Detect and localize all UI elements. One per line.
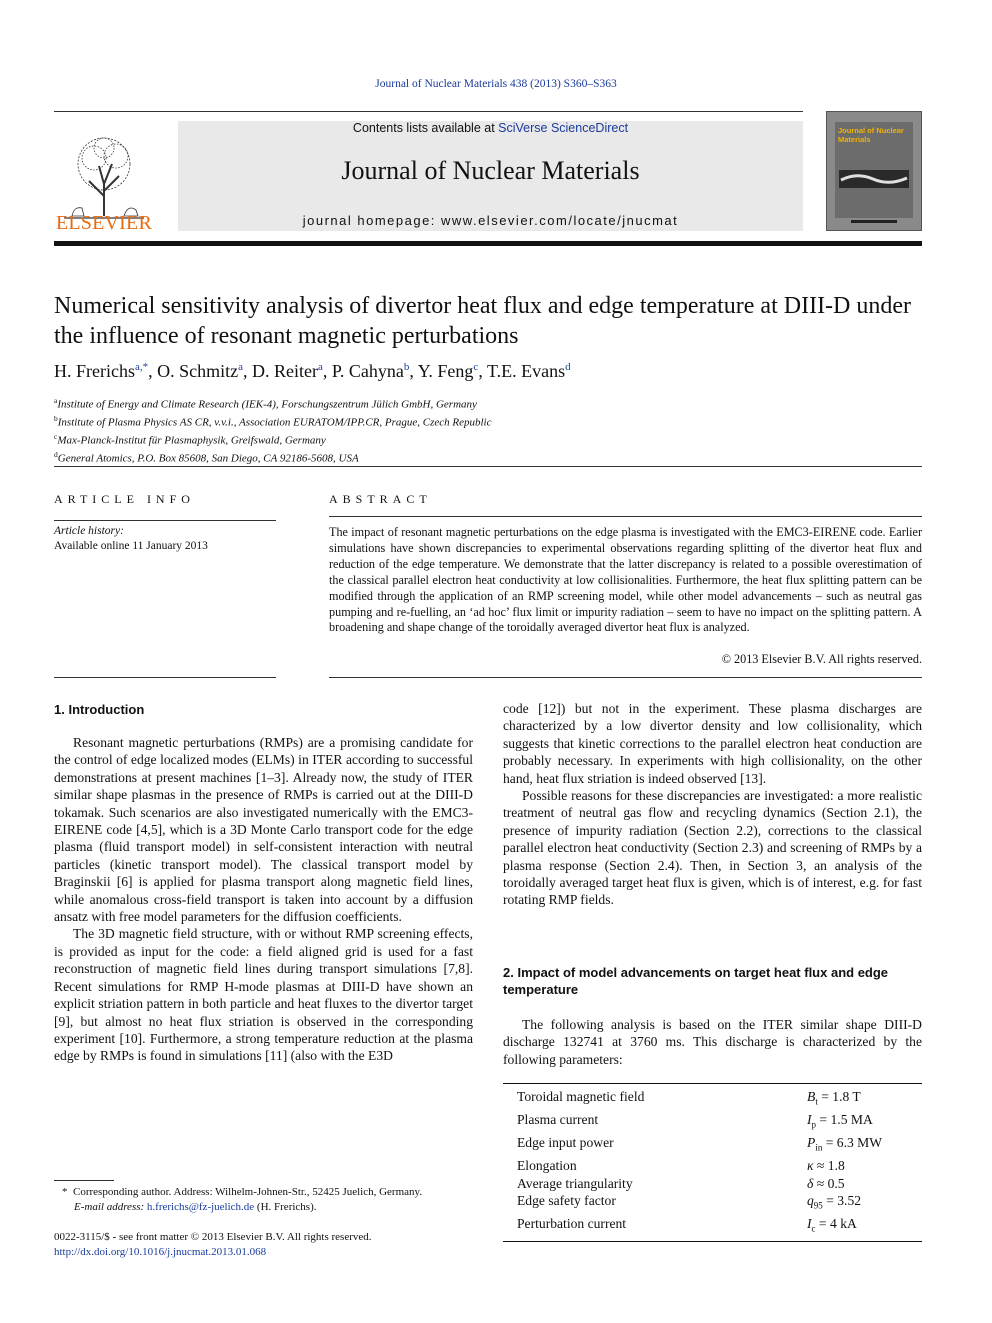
section-1-paragraph-3: code [12]) but not in the experiment. These plasma discharges are characterized by a low divertor density and low collisionality, which suggests that kinetic corrections to the parallel electron heat conduction are probably necessary. In experiments with high collisionality, on the other hand, heat flux striation is indeed observed [13].	[503, 701, 922, 786]
affiliation-divider	[54, 466, 922, 467]
cover-title: Journal of Nuclear Materials	[838, 126, 904, 144]
parameter-name: Edge safety factor	[517, 1193, 616, 1209]
article-history-label: Article history:	[54, 525, 124, 537]
contents-line: Contents lists available at SciVerse ScienceDirect	[352, 121, 629, 135]
section-2-heading: 2. Impact of model advancements on target heat flux and edge temperature	[503, 965, 889, 997]
discharge-parameters-table	[503, 1083, 922, 1242]
parameter-name: Plasma current	[517, 1112, 599, 1128]
author-email-link[interactable]: h.frerichs@fz-juelich.de	[146, 1201, 255, 1213]
section-1-paragraph-4: Possible reasons for these discrepancies are investigated: a more realistic treatment of neutral gas flow and recycling dynamics (Section 2.1), the presence of impurity radiation (Section 2.2), corrections to the classical parallel electron heat conductivity (Section 2.3) and screening of RMPs by a plasma response (Section 2.4). Then, in Section 3, an analysis of the toroidally averaged target heat flux is given, which is of interest, e.g. for fast rotating RMP fields.	[503, 788, 922, 908]
parameter-row	[503, 1157, 922, 1174]
author-name[interactable]: Y. Feng	[417, 361, 474, 381]
article-info-bottom-divider	[54, 677, 276, 678]
affiliation-marker: c	[54, 432, 58, 442]
footer-info	[54, 1230, 654, 1259]
journal-name: Journal of Nuclear Materials	[341, 156, 640, 185]
parameter-row	[503, 1175, 922, 1192]
journal-homepage[interactable]: journal homepage: www.elsevier.com/locate/jnucmat	[302, 213, 679, 228]
doi-link[interactable]: http://dx.doi.org/10.1016/j.jnucmat.2013.01.068	[54, 1245, 267, 1258]
journal-reference[interactable]: Journal of Nuclear Materials 438 (2013) S360–S363	[375, 78, 617, 90]
author-affiliation-marker[interactable]: a	[238, 361, 244, 373]
affiliation-text: General Atomics, P.O. Box 85608, San Diego, CA 92186-5608, USA	[57, 453, 359, 466]
abstract-heading: ABSTRACT	[329, 492, 432, 506]
issn-line: 0022-3115/$ - see front matter © 2013 Elsevier B.V. All rights reserved.	[54, 1231, 372, 1243]
parameter-name: Average triangularity	[517, 1175, 633, 1191]
author-affiliation-marker[interactable]: c	[473, 361, 479, 373]
author-affiliation-marker[interactable]: b	[403, 361, 410, 373]
parameter-row	[503, 1111, 922, 1134]
left-column-body	[54, 734, 473, 1065]
affiliation-marker: d	[54, 450, 58, 460]
parameter-value: $q_{95} = 3.52$	[807, 1193, 862, 1211]
parameter-row	[503, 1192, 922, 1215]
author-affiliation-marker[interactable]: a	[318, 361, 323, 373]
section-1-heading: 1. Introduction	[54, 702, 145, 717]
author-name[interactable]: O. Schmitz	[157, 361, 239, 381]
article-history	[54, 524, 276, 554]
parameter-value: $B_t = 1.8$ T	[807, 1089, 861, 1107]
top-divider	[54, 111, 803, 112]
affiliation-item	[54, 394, 922, 412]
email-label: E-mail address:	[74, 1201, 145, 1213]
parameter-value: κ ≈ 1.8	[807, 1158, 845, 1174]
parameter-name: Elongation	[517, 1158, 577, 1174]
section-2-paragraph-1: The following analysis is based on the ITER similar shape DIII-D discharge 132741 at 3760 ms. This discharge is characterized by the following parameters:	[503, 1017, 922, 1067]
email-suffix: (H. Frerichs).	[256, 1201, 317, 1213]
author-name[interactable]: D. Reiter	[252, 361, 318, 381]
author-list: H. Frerichs$^{a,*}$, O. Schmitz$^a$, D. Reiter$^a$, P. Cahyna$^b$, Y. Feng$^c$, T.E. Evans$^d$	[54, 361, 571, 381]
sciencedirect-link[interactable]: SciVerse ScienceDirect	[498, 121, 629, 135]
affiliation-item	[54, 412, 922, 430]
parameter-value: $I_p = 1.5$ MA	[807, 1112, 873, 1130]
affiliation-text: Max-Planck-Institut für Plasmaphysik, Greifswald, Germany	[57, 434, 326, 447]
author-name[interactable]: H. Frerichs	[54, 361, 135, 381]
parameter-name: Perturbation current	[517, 1216, 627, 1232]
header-thick-divider	[54, 241, 922, 246]
abstract-text: The impact of resonant magnetic perturbations on the edge plasma is investigated with the EMC3-EIRENE code. Earlier simulations have shown discrepancies to experimental observations regarding splitting of the divertor heat flux and reduction of the edge temperature. We demonstrate that the latter discrepancy is related to a possible overestimation of the classical parallel electron heat conductivity at low collisionalities. Furthermore, the heat flux splitting pattern can be modified through the application of an RMP screening model, while other model advancements – such as neutral gas pumping and re-fuelling, an ‘ad hoc’ flux limit or impurity radiation – seem to have no impact on the splitting pattern. A broadening and shape change of the toroidally averaged divertor heat flux is analyzed.	[329, 525, 922, 635]
abstract-copyright: © 2013 Elsevier B.V. All rights reserved.	[721, 652, 922, 666]
footnote-marker: *	[62, 1186, 68, 1198]
parameter-value: δ ≈ 0.5	[807, 1175, 845, 1191]
parameter-name: Toroidal magnetic field	[517, 1089, 645, 1104]
parameter-value: $I_c = 4$ kA	[807, 1216, 857, 1235]
author-affiliation-marker[interactable]: a,*	[134, 361, 149, 373]
parameter-value: $P_{in} = 6.3$ MW	[807, 1135, 883, 1153]
right-column-body	[503, 700, 922, 909]
parameter-row	[503, 1134, 922, 1157]
author-affiliation-marker[interactable]: d	[565, 361, 571, 373]
article-info-heading: ARTICLE INFO	[54, 492, 195, 506]
abstract-divider	[329, 516, 922, 517]
affiliation-item	[54, 430, 922, 448]
elsevier-wordmark: ELSEVIER	[55, 212, 153, 234]
corresponding-author-footnote	[54, 1185, 473, 1215]
author-name[interactable]: P. Cahyna	[331, 361, 404, 381]
footnote-divider	[54, 1180, 114, 1181]
affiliation-list	[54, 394, 922, 467]
section-1-paragraph-2: The 3D magnetic field structure, with or without RMP screening effects, is provided as input for the code: a field aligned grid is used for a fast reconstruction of magnetic field lines during transport simulations [7,8]. Recent simulations for RMP H-mode plasmas at DIII-D have shown an explicit striation pattern in both particle and heat fluxes to the divertor target [9], but almost no heat flux striation is observed in the corresponding experiment [10]. Furthermore, a strong temperature reduction at the plasma edge by RMPs is found in simulations [11] (also with the E3D	[54, 926, 473, 1064]
section-1-paragraph-1: Resonant magnetic perturbations (RMPs) are a promising candidate for the control of edge localized modes (ELMs) in ITER according to successful demonstrations at present machines [1–3]. Already now, the study of ITER similar shape plasmas in the presence of RMPs is carried out at the DIII-D tokamak. Such scenarios are also investigated numerically with the EMC3-EIRENE code [4,5], which is a 3D Monte Carlo transport code for the edge plasma (fluid transport model) in self-consistent interaction with neutral particles (kinetic transport model). The classical transport model by Braginskii [6] is applied for plasma transport along magnetic field lines, while anomalous cross-field transport is taken into account by a diffusion ansatz with free model parameters for the diffusion coefficients.	[54, 735, 473, 925]
affiliation-marker: a	[54, 396, 58, 405]
author-name[interactable]: T.E. Evans	[487, 361, 566, 381]
affiliation-marker: b	[54, 414, 58, 424]
footnote-text: Corresponding author. Address: Wilhelm-Johnen-Str., 52425 Juelich, Germany.	[73, 1186, 423, 1198]
article-title: Numerical sensitivity analysis of divertor heat flux and edge temperature at DIII-D under the influence of resonant magnetic perturbations	[54, 293, 912, 349]
abstract-bottom-divider	[329, 677, 922, 678]
parameter-row	[503, 1088, 922, 1111]
section-2-body	[503, 1016, 922, 1068]
affiliation-text: Institute of Energy and Climate Research (IEK-4), Forschungszentrum Jülich GmbH, Germany	[57, 398, 477, 411]
article-info-divider	[54, 520, 276, 521]
article-history-value: Available online 11 January 2013	[54, 540, 208, 552]
affiliation-text: Institute of Plasma Physics AS CR, v.v.i., Association EURATOM/IPP.CR, Prague, Czech Republic	[57, 416, 492, 429]
affiliation-item	[54, 448, 922, 466]
parameter-name: Edge input power	[517, 1135, 614, 1151]
